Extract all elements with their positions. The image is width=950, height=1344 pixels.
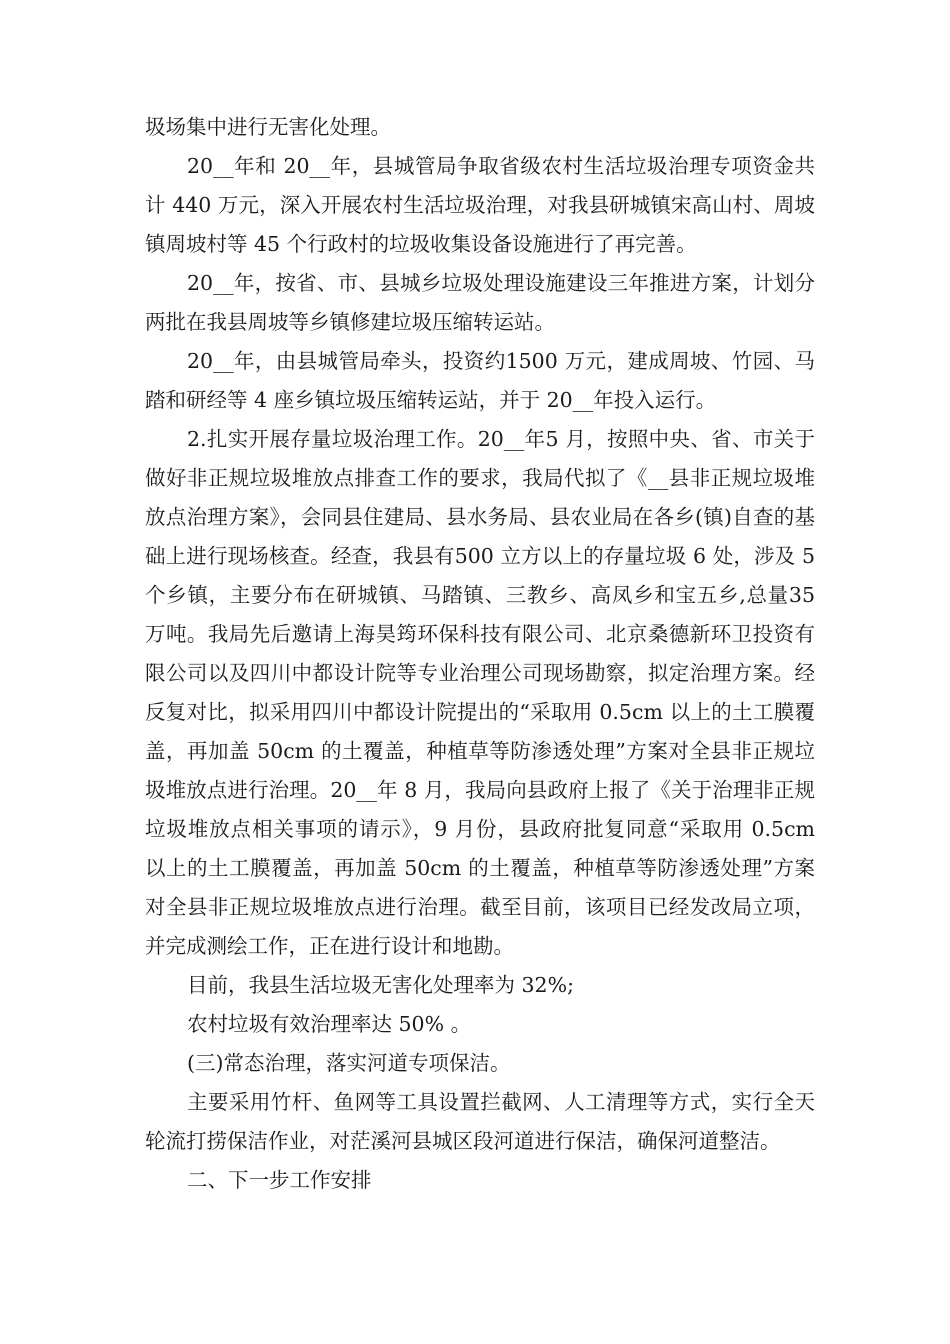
paragraph-6: 目前，我县生活垃圾无害化处理率为 32%; xyxy=(187,973,574,997)
paragraph-8: 主要采用竹杆、鱼网等工具设置拦截网、人工清理等方式，实行全天轮流打捞保洁作业，对茫溪河县城区段河道进行保洁，确保河道整洁。 xyxy=(145,1090,815,1153)
paragraph-5: 2.扎实开展存量垃圾治理工作。20__年5 月，按照中央、省、市关于做好非正规垃圾堆放点排查工作的要求，我局代拟了《__县非正规垃圾堆放点治理方案》，会同县住建局、县水务局、县农业局在各乡(镇)自查的基础上进行现场核查。经查，我县有500 立方以上的存量垃圾 6 处，涉及 5 个乡镇，主要分布在研城镇、马踏镇、三教乡、高凤乡和宝五乡,总量35 万吨。我局先后邀请上海昊筠环保科技有限公司、北京桑德新环卫投资有限公司以及四川中都设计院等专业治理公司现场勘察，拟定治理方案。经反复对比，拟采用四川中都设计院提出的“采取用 0.5cm 以上的土工膜覆盖，再加盖 50cm 的土覆盖，种植草等防渗透处理”方案对全县非正规垃圾堆放点进行治理。20__年 8 月，我局向县政府上报了《关于治理非正规垃圾堆放点相关事项的请示》，9 月份，县政府批复同意“采取用 0.5cm 以上的土工膜覆盖，再加盖 50cm 的土覆盖，种植草等防渗透处理”方案对全县非正规垃圾堆放点进行治理。截至目前，该项目已经发改局立项，并完成测绘工作，正在进行设计和地勘。 xyxy=(145,427,815,958)
paragraph-4: 20__年，由县城管局牵头，投资约1500 万元，建成周坡、竹园、马踏和研经等 4 座乡镇垃圾压缩转运站，并于 20__年投入运行。 xyxy=(145,349,815,412)
paragraph-7: 农村垃圾有效治理率达 50% 。 xyxy=(187,1012,472,1036)
document-body xyxy=(145,108,815,1200)
section-heading-next-steps: 二、下一步工作安排 xyxy=(187,1168,372,1192)
paragraph-2: 20__年和 20__年，县城管局争取省级农村生活垃圾治理专项资金共计 440 万元，深入开展农村生活垃圾治理，对我县研城镇宋高山村、周坡镇周坡村等 45 个行政村的垃圾收集设备设施进行了再完善。 xyxy=(145,154,815,256)
paragraph-3: 20__年，按省、市、县城乡垃圾处理设施建设三年推进方案，计划分两批在我县周坡等乡镇修建垃圾压缩转运站。 xyxy=(145,271,815,334)
paragraph-1: 圾场集中进行无害化处理。 xyxy=(145,115,391,139)
section-heading-3: (三)常态治理，落实河道专项保洁。 xyxy=(187,1051,511,1075)
